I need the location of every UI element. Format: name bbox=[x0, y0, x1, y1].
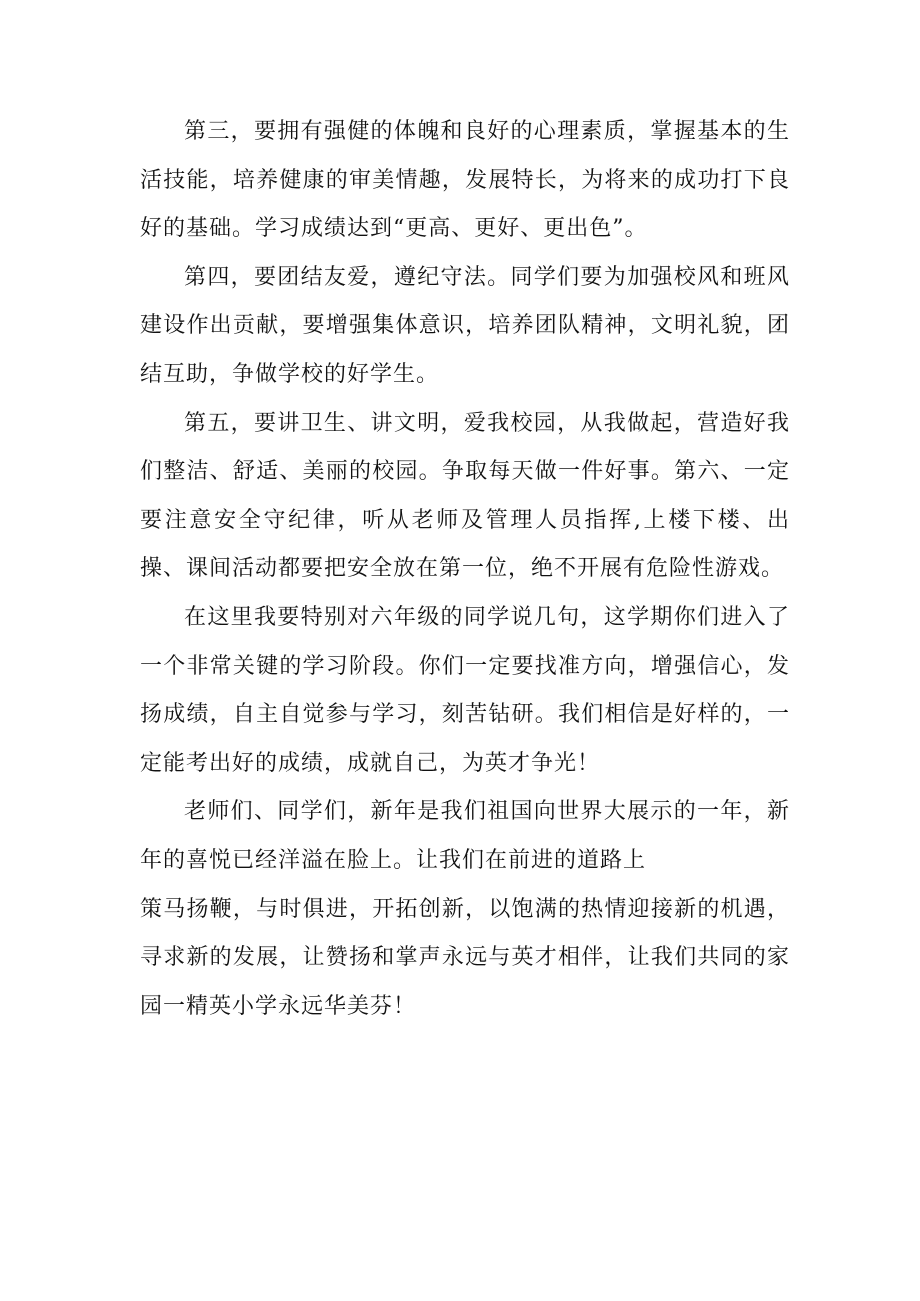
paragraph-closing: 策马扬鞭，与时俱进，开拓创新，以饱满的热情迎接新的机遇，寻求新的发展，让赞扬和掌声永远与英才相伴，让我们共同的家园一精英小学永远华美芬！ bbox=[140, 896, 790, 1019]
paragraph-new-year: 老师们、同学们，新年是我们祖国向世界大展示的一年，新年的喜悦已经洋溢在脸上。让我们在前进的道路上 bbox=[140, 799, 790, 873]
document-body bbox=[140, 108, 790, 1031]
paragraph-fifth-sixth-point: 第五，要讲卫生、讲文明，爱我校园，从我做起，营造好我们整洁、舒适、美丽的校园。争取每天做一件好事。第六、一定要注意安全守纪律，听从老师及管理人员指挥,上楼下楼、出操、课间活动都要把安全放在第一位，绝不开展有危险性游戏。 bbox=[140, 410, 790, 582]
paragraph-sixth-grade: 在这里我要特别对六年级的同学说几句，这学期你们进入了一个非常关键的学习阶段。你们一定要找准方向，增强信心，发扬成绩，自主自觉参与学习，刻苦钻研。我们相信是好样的，一定能考出好的成绩，成就自己，为英才争光！ bbox=[140, 604, 790, 776]
paragraph-third-point: 第三，要拥有强健的体魄和良好的心理素质，掌握基本的生活技能，培养健康的审美情趣，发展特长，为将来的成功打下良好的基础。学习成绩达到“更高、更好、更出色”。 bbox=[140, 119, 790, 242]
paragraph-fourth-point: 第四，要团结友爱，遵纪守法。同学们要为加强校风和班风建设作出贡献，要增强集体意识，培养团队精神，文明礼貌，团结互助，争做学校的好学生。 bbox=[140, 264, 790, 387]
